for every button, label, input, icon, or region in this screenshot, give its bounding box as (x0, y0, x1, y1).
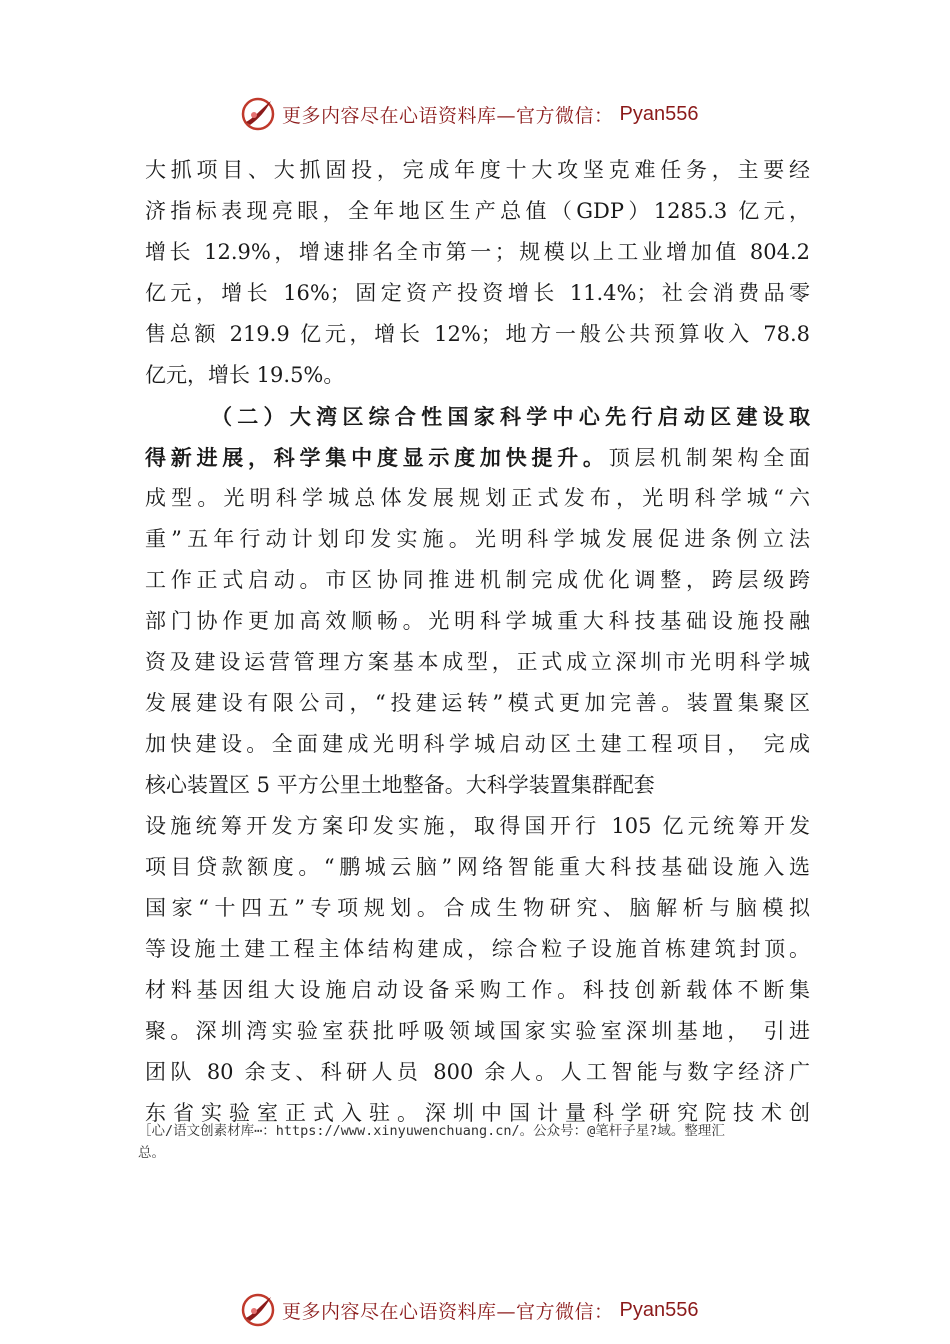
banner-text: 更多内容尽在心语资料库—官方微信： (282, 1300, 614, 1323)
text-line: 加快建设。全面建成光明科学城启动区土建工程项目， 完成 (145, 732, 810, 756)
banner-wechat-id: Pyan556 (619, 1298, 699, 1321)
text-line: 增长 12.9%，增速排名全市第一；规模以上工业增加值 804.2 (145, 240, 810, 264)
text-line: 工作正式启动。市区协同推进机制完成优化调整，跨层级跨 (145, 568, 810, 592)
text-line: 东省实验室正式入驻。深圳中国计量科学研究院技术创 (145, 1101, 810, 1125)
text-line: 发展建设有限公司，“投建运转”模式更加完善。装置集聚区 (145, 691, 810, 715)
text-line: 设施统筹开发方案印发实施，取得国开行 105 亿元统筹开发 (145, 814, 810, 838)
text-line: 核心装置区 5 平方公里土地整备。大科学装置集群配套 (145, 773, 655, 797)
quill-seal-icon (240, 1292, 276, 1328)
text-line: 国家“十四五”专项规划。合成生物研究、脑解析与脑模拟 (145, 896, 810, 920)
text-line: 材料基因组大设施启动设备采购工作。科技创新载体不断集 (145, 978, 810, 1002)
body-text (145, 150, 810, 1134)
text-line: 资及建设运营管理方案基本成型，正式成立深圳市光明科学城 (145, 650, 810, 674)
text-line: 亿元，增长 19.5%。 (145, 363, 345, 387)
section-heading-bold: 得新进展，科学集中度显示度加快提升。 (145, 445, 609, 470)
quill-seal-icon (240, 96, 276, 132)
header-banner (240, 94, 760, 134)
text-line: 成型。光明科学城总体发展规划正式发布，光明科学城“六 (145, 486, 810, 510)
text-line: 大抓项目、大抓固投，完成年度十大攻坚克难任务，主要经 (145, 158, 810, 182)
text-line: 等设施土建工程主体结构建成，综合粒子设施首栋建筑封顶。 (145, 937, 810, 961)
footnote (138, 1120, 828, 1164)
banner-wechat-id: Pyan556 (619, 102, 699, 125)
text-line: 部门协作更加高效顺畅。光明科学城重大科技基础设施投融 (145, 609, 810, 633)
text-line: 项目贷款额度。“鹏城云脑”网络智能重大科技基础设施入选 (145, 855, 810, 879)
text-line: 团队 80 余支、科研人员 800 余人。人工智能与数字经济广 (145, 1060, 810, 1084)
section-body-start: 顶层机制架构全面 (608, 446, 810, 470)
footer-banner (240, 1290, 760, 1330)
text-line: 济指标表现亮眼，全年地区生产总值（GDP）1285.3 亿元， (145, 199, 810, 223)
banner-text: 更多内容尽在心语资料库—官方微信： (282, 104, 614, 127)
section-heading (145, 396, 810, 437)
text-line: 聚。深圳湾实验室获批呼吸领域国家实验室深圳基地， 引进 (145, 1019, 810, 1043)
text-line: 售总额 219.9 亿元，增长 12%；地方一般公共预算收入 78.8 (145, 322, 810, 346)
footnote-line: ［心/语文创素材库⋯：https://www.xinyuwenchuang.cn/。公众号：@笔杆子星?域。整理汇 (138, 1123, 725, 1139)
section-heading-text: （二）大湾区综合性国家科学中心先行启动区建设取 (211, 404, 810, 429)
section-heading-continued (145, 437, 810, 478)
footnote-line: 总。 (138, 1145, 165, 1161)
text-line: 重”五年行动计划印发实施。光明科学城发展促进条例立法 (145, 527, 810, 551)
text-line: 亿元，增长 16%；固定资产投资增长 11.4%；社会消费品零 (145, 281, 810, 305)
